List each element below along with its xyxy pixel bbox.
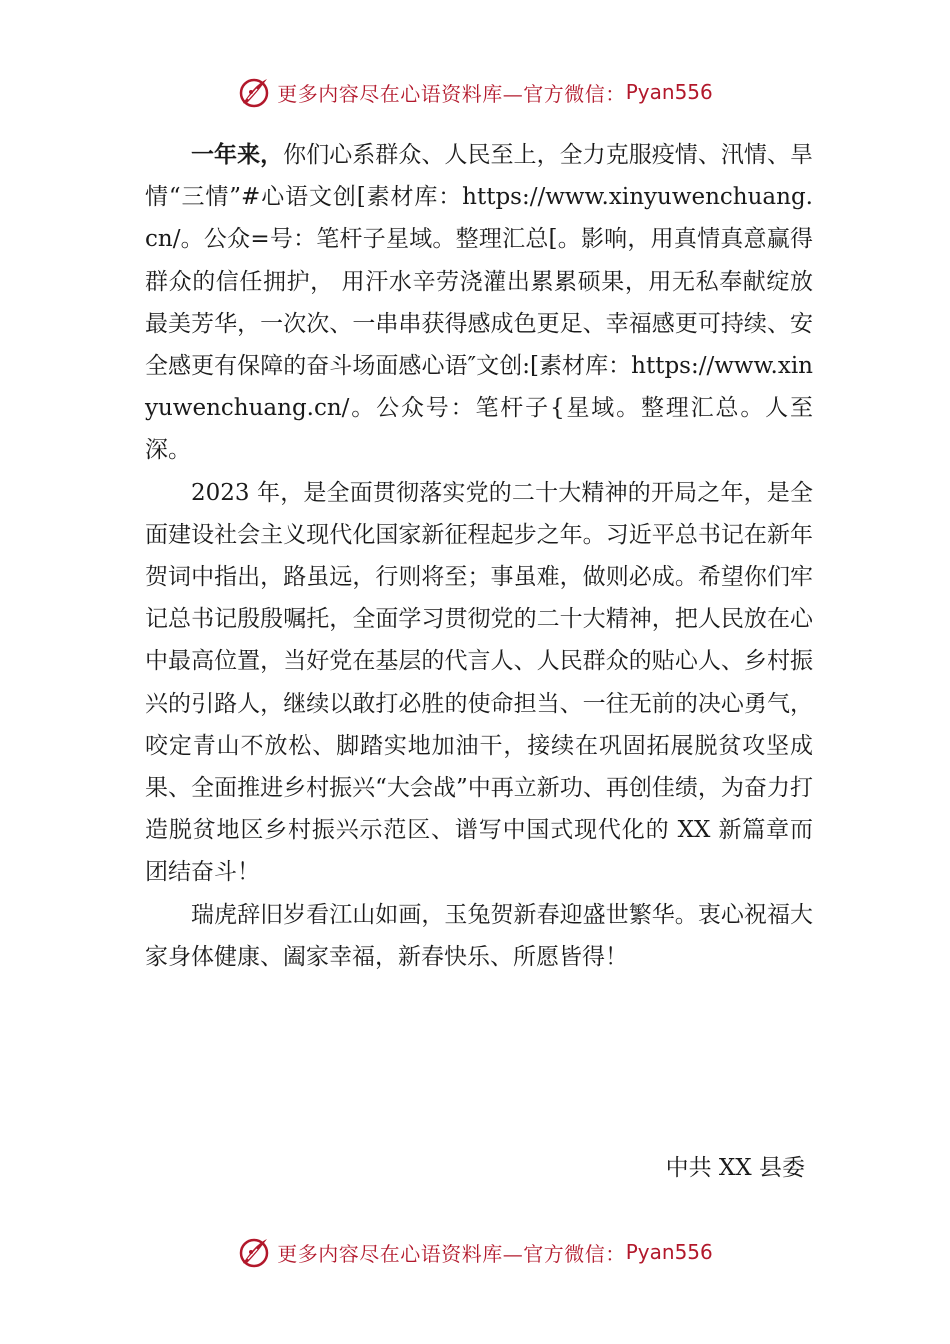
header-banner-wechat-id: Pyan556 — [625, 80, 713, 104]
header-banner-text: 更多内容尽在心语资料库—官方微信： — [277, 81, 626, 106]
paragraph-1-lead: 一年来， — [191, 142, 284, 168]
footer-banner-wechat-id: Pyan556 — [625, 1240, 713, 1264]
signature: 中共 XX 县委 — [665, 1155, 805, 1181]
paragraph-2: 2023 年，是全面贯彻落实党的二十大精神的开局之年，是全面建设社会主义现代化国家新征程起步之年。习近平总书记在新年贺词中指出，路虽远，行则将至；事虽难，做则必成。希望你们牢记总书记殷殷嘱托，全面学习贯彻党的二十大精神，把人民放在心中最高位置，当好党在基层的代言人、人民群众的贴心人、乡村振兴的引路人，继续以敢打必胜的使命担当、一往无前的决心勇气，咬定青山不放松、脚踏实地加油干，接续在巩固拓展脱贫攻坚成果、全面推进乡村振兴“大会战”中再立新功、再创佳绩，为奋力打造脱贫地区乡村振兴示范区、谱写中国式现代化的 XX 新篇章而团结奋斗！ — [145, 479, 813, 886]
pen-nib-logo-icon — [237, 1235, 271, 1269]
paragraph-1 — [145, 134, 813, 472]
header-watermark-banner — [0, 72, 950, 112]
footer-watermark-banner — [0, 1232, 950, 1272]
footer-banner-text: 更多内容尽在心语资料库—官方微信： — [277, 1241, 626, 1266]
letter-body — [145, 134, 813, 978]
paragraph-1-text: 你们心系群众、人民至上，全力克服疫情、汛情、旱情“三情”#心语文创[素材库：https://www.xinyuwenchuang.cn/。公众=号：笔杆子星域。整理汇总[。影响，用真情真意赢得群众的信任拥护， 用汗水辛劳浇灌出累累硕果，用无私奉献绽放最美芳华，一次次、一串串获得感成色更足、幸福感更可持续、安全感更有保障的奋斗场面感心语″文创:[素材库：https://www.xinyuwenchuang.cn/。公众号：笔杆子{星域。整理汇总。人至深。 — [145, 142, 814, 464]
pen-nib-logo-icon — [237, 75, 271, 109]
paragraph-3: 瑞虎辞旧岁看江山如画，玉兔贺新春迎盛世繁华。衷心祝福大家身体健康、阖家幸福，新春快乐、所愿皆得！ — [145, 901, 813, 970]
